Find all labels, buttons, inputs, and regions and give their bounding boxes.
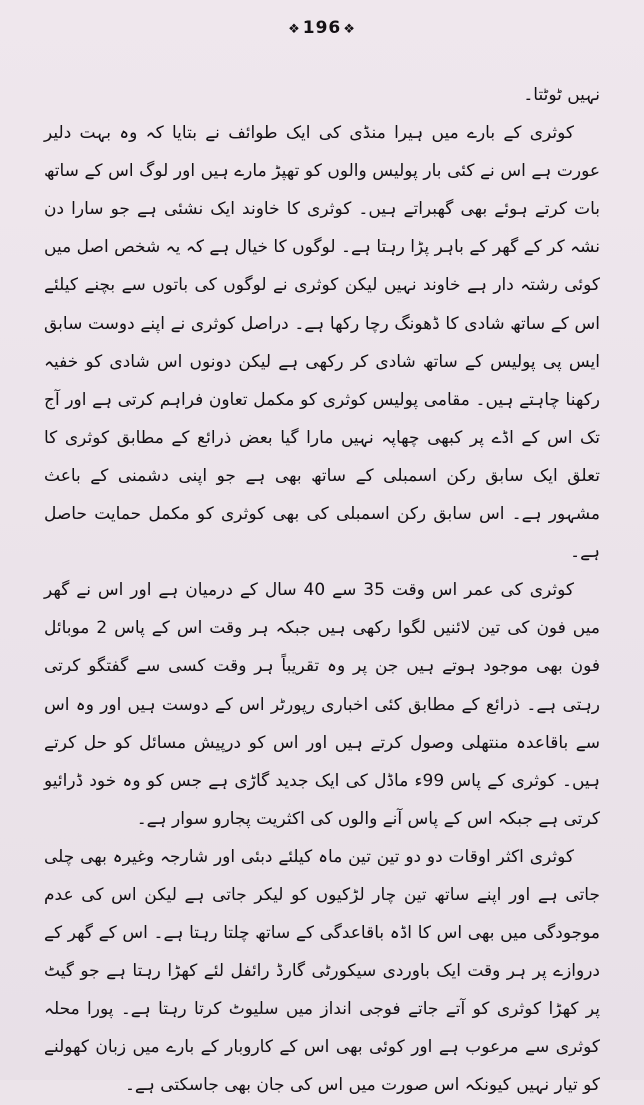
page-number-text: 196 bbox=[302, 18, 342, 38]
page-number bbox=[0, 18, 644, 38]
left-ornament-icon: ❖ bbox=[288, 22, 301, 37]
paragraph: کوثری کی عمر اس وقت 35 سے 40 سال کے درمیان ہے اور اس نے گھر میں فون کی تین لائنیں لگوا رکھی ہیں جبکہ ہر وقت اس کے پاس 2 موبائل فون بھی موجود ہوتے ہیں جن پر وہ تقریباً ہر وقت کسی سے گفتگو کرتی رہتی ہے۔ ذرائع کے مطابق کئی اخباری رپورٹر اس کے دوست ہیں اور وہ اس سے باقاعدہ منتھلی وصول کرتے ہیں اور اس کو درپیش مسائل کو حل کرتے ہیں۔ کوثری کے پاس 99ء ماڈل کی ایک جدید گاڑی ہے جس کو وہ خود ڈرائیو کرتی ہے جبکہ اس کے پاس آنے والوں کی اکثریت پجارو سوار ہے۔ bbox=[44, 580, 601, 829]
body-text bbox=[44, 76, 600, 1105]
paragraph: کوثری اکثر اوقات دو دو تین تین ماہ کیلئے دبئی اور شارجہ وغیرہ بھی چلی جاتی ہے اور اپنے ساتھ تین چار لڑکیوں کو لیکر جاتی ہے لیکن اس کی عدم موجودگی میں بھی اس کا اڈہ باقاعدگی کے ساتھ چلتا رہتا ہے۔ اس کے گھر کے دروازے پر ہر وقت ایک باوردی سیکورٹی گارڈ رائفل لئے کھڑا رہتا ہے جو گیٹ پر کھڑا کوثری کو آتے جاتے فوجی انداز میں سلیوٹ کرتا رہتا ہے۔ پورا محلہ کوثری سے مرعوب ہے اور کوئی بھی اس کے کاروبار کے بارے میں زبان کھولنے کو تیار نہیں کیونکہ اس صورت میں اس کی جان بھی جاسکتی ہے۔ bbox=[44, 846, 600, 1096]
right-ornament-icon: ❖ bbox=[343, 22, 356, 37]
paragraph: کوثری کے بارے میں ہیرا منڈی کی ایک طوائف نے بتایا کہ وہ بہت دلیر عورت ہے اس نے کئی بار پولیس والوں کو تھپڑ مارے ہیں اور لوگ اس کے ساتھ بات کرتے ہوئے بھی گھبراتے ہیں۔ کوثری کا خاوند ایک نشئی ہے جو سارا دن نشہ کر کے گھر کے باہر پڑا رہتا ہے۔ لوگوں کا خیال ہے کہ یہ شخص اصل میں کوئی رشتہ دار ہے خاوند نہیں لیکن کوثری نے لوگوں کی باتوں سے بچنے کیلئے اس کے ساتھ شادی کا ڈھونگ رچا رکھا ہے۔ دراصل کوثری نے اپنے دوست سابق ایس پی پولیس کے ساتھ شادی کر رکھی ہے لیکن دونوں اس شادی کو خفیہ رکھنا چاہتے ہیں۔ مقامی پولیس کوثری کو مکمل تعاون فراہم کرتی ہے اور آج تک اس کے اڈے پر کبھی چھاپہ نہیں مارا گیا بعض ذرائع کے مطابق کوثری کا تعلق ایک سابق رکن اسمبلی کے ساتھ بھی ہے جو اپنی دشمنی کے باعث مشہور ہے۔ اس سابق رکن اسمبلی کی بھی کوثری کو مکمل حمایت حاصل ہے۔ bbox=[44, 123, 600, 563]
paragraph: نہیں ٹوٹتا۔ bbox=[523, 85, 600, 105]
